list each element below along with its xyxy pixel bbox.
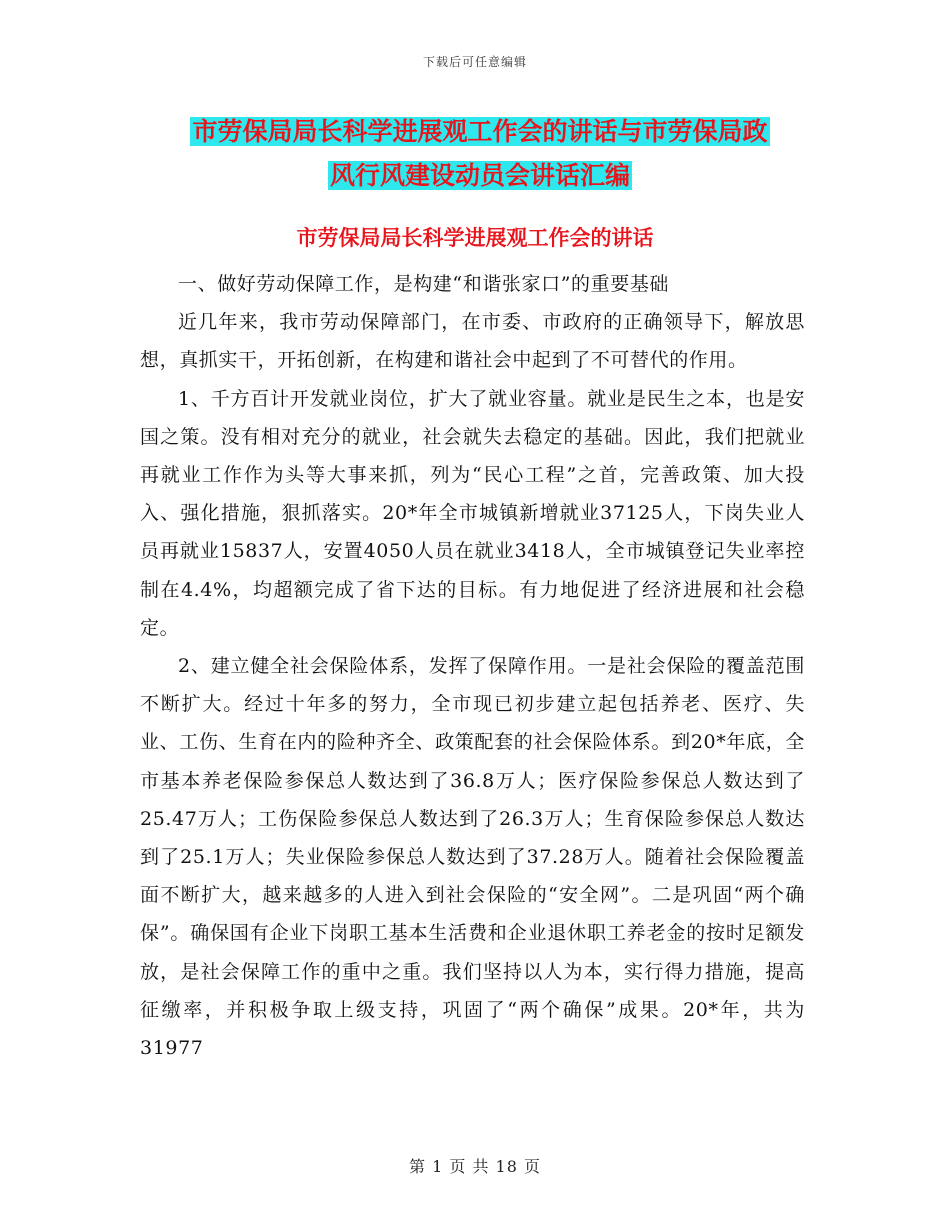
document-title-line-1: 市劳保局局长科学进展观工作会的讲话与市劳保局政 [192,117,768,146]
body-paragraph: 近几年来，我市劳动保障部门，在市委、市政府的正确领导下，解放思想，真抓实干，开拓创新，在构建和谐社会中起到了不可替代的作用。 [140,311,805,372]
section-title: 市劳保局局长科学进展观工作会的讲话 [296,226,654,250]
body-paragraph: 1、千方百计开发就业岗位，扩大了就业容量。就业是民生之本，也是安国之策。没有相对充分的就业，社会就失去稳定的基础。因此，我们把就业再就业工作作为头等大事来抓，列为“民心工程”之首，完善政策、加大投入、强化措施，狠抓落实。20*年全市城镇新增就业37125人，下岗失业人员再就业15837人，安置4050人员在就业3418人，全市城镇登记失业率控制在4.4%，均超额完成了省下达的目标。有力地促进了经济进展和社会稳定。 [140,387,805,639]
page-footer: 第 1 页 共 18 页 [409,1157,541,1176]
document-title [140,110,820,198]
body-paragraph: 2、建立健全社会保险体系，发挥了保障作用。一是社会保险的覆盖范围不断扩大。经过十年多的努力，全市现已初步建立起包括养老、医疗、失业、工伤、生育在内的险种齐全、政策配套的社会保险体系。到20*年底，全市基本养老保险参保总人数达到了36.8万人；医疗保险参保总人数达到了25.47万人；工伤保险参保总人数达到了26.3万人；生育保险参保总人数达到了25.1万人；失业保险参保总人数达到了37.28万人。随着社会保险覆盖面不断扩大，越来越多的人进入到社会保险的“安全网”。二是巩固“两个确保”。确保国有企业下岗职工基本生活费和企业退休职工养老金的按时足额发放，是社会保障工作的重中之重。我们坚持以人为本，实行得力措施，提高征缴率，并积极争取上级支持，巩固了“两个确保”成果。20*年，共为31977 [140,655,805,1060]
document-body [140,265,805,1067]
body-paragraph-heading: 一、做好劳动保障工作，是构建“和谐张家口”的重要基础 [178,273,670,295]
header-note: 下载后可任意编辑 [422,55,527,69]
document-title-line-2: 风行风建设动员会讲话汇编 [329,161,630,190]
